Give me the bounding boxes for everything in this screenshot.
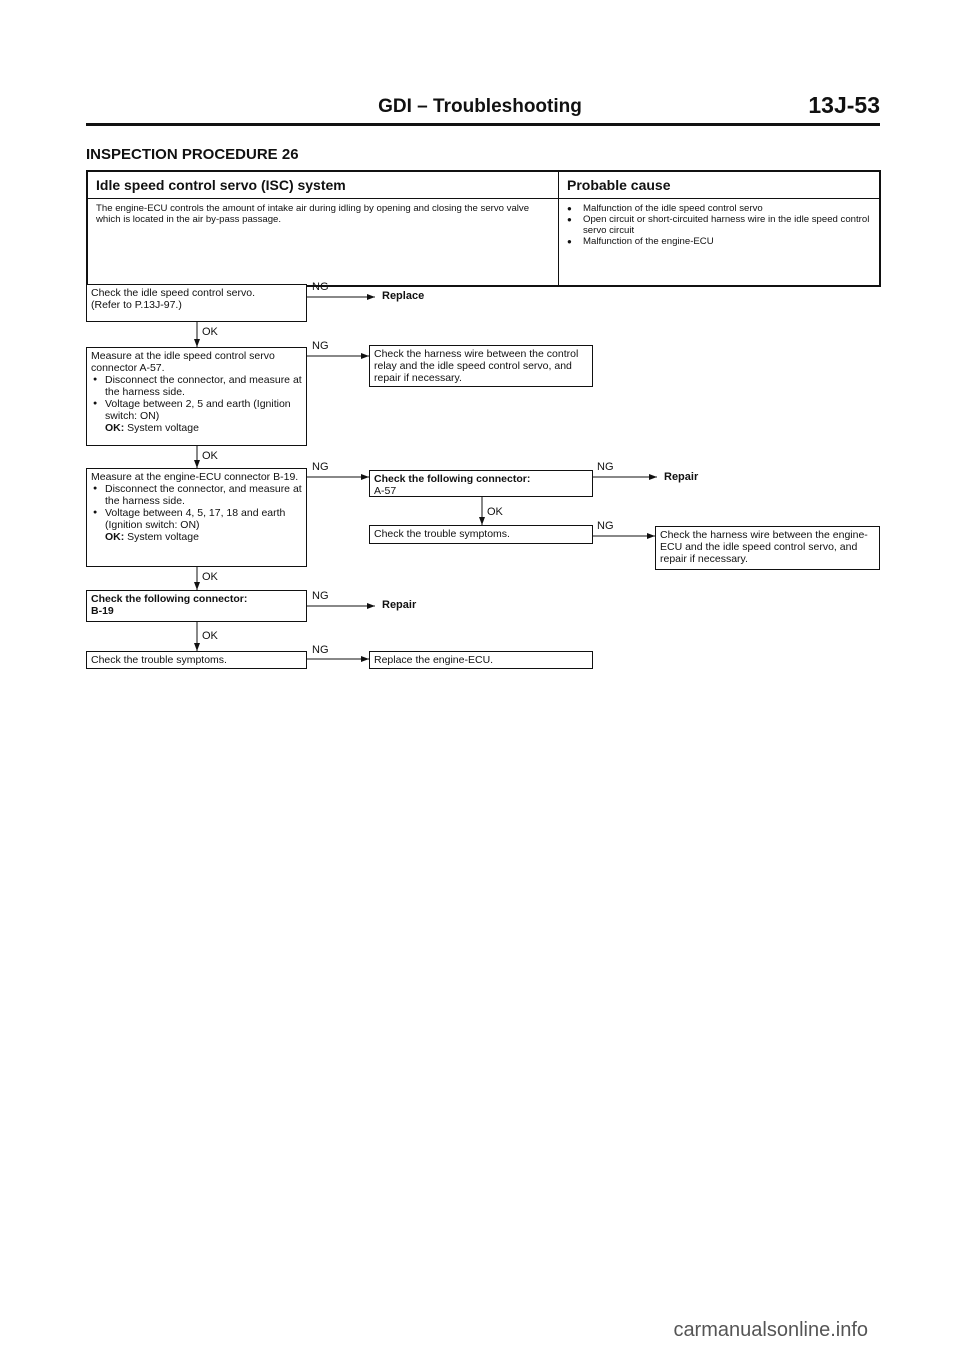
cause-table-right-header: Probable cause: [559, 171, 881, 199]
flow-box-check-isc-servo: [86, 284, 307, 322]
ok-label: OK: [202, 450, 218, 462]
cause-item: ● Malfunction of the idle speed control servo: [567, 203, 871, 214]
ok-criterion-value: System voltage: [127, 422, 199, 434]
ok-label: OK: [487, 506, 503, 518]
cause-table-left-header: Idle speed control servo (ISC) system: [87, 171, 559, 199]
ok-criterion: [91, 422, 302, 434]
box-text: Measure at the engine-ECU connector B-19.: [91, 471, 299, 483]
flow-box-measure-isc-connector: [86, 347, 307, 446]
page-header-title: GDI – Troubleshooting: [378, 96, 582, 117]
box-bullet: ● Disconnect the connector, and measure at the harness side.: [91, 483, 302, 507]
flow-box-check-harness-relay: Check the harness wire between the control relay and the idle speed control servo, and repair if necessary.: [369, 345, 593, 387]
procedure-title: INSPECTION PROCEDURE 26: [86, 146, 299, 163]
box-text: B-19: [91, 605, 114, 617]
flow-box-check-connector-b19: [86, 590, 307, 622]
box-text: Check the idle speed control servo.: [91, 287, 256, 299]
cause-item: ● Open circuit or short-circuited harness wire in the idle speed control servo circuit: [567, 214, 871, 236]
flow-box-check-harness-ecu: Check the harness wire between the engine-ECU and the idle speed control servo, and repair if necessary.: [655, 526, 880, 570]
box-bullet: ● Disconnect the connector, and measure at the harness side.: [91, 374, 302, 398]
page-number: 13J-53: [808, 92, 880, 118]
box-text: A-57: [374, 485, 397, 497]
ng-label: NG: [312, 590, 329, 602]
result-repair: Repair: [664, 471, 699, 483]
ok-label: OK: [202, 630, 218, 642]
ok-label: OK: [202, 326, 218, 338]
box-bullet: ● Voltage between 4, 5, 17, 18 and earth (Ignition switch: ON): [91, 507, 302, 531]
ng-label: NG: [597, 461, 614, 473]
cause-item: ● Malfunction of the engine-ECU: [567, 236, 871, 247]
ng-label: NG: [312, 281, 329, 293]
watermark: carmanualsonline.info: [673, 1319, 868, 1341]
ok-criterion-value: System voltage: [127, 531, 199, 543]
ok-label: OK: [202, 571, 218, 583]
ok-criterion-label: OK:: [105, 531, 125, 543]
box-text: Check the following connector:: [374, 473, 531, 485]
system-description: The engine-ECU controls the amount of intake air during idling by opening and closing the servo valve which is located in the air by-pass passage.: [87, 199, 559, 287]
flow-box-check-trouble-symptoms: Check the trouble symptoms.: [86, 651, 307, 669]
result-repair: Repair: [382, 599, 417, 611]
flow-box-check-trouble-symptoms-2: Check the trouble symptoms.: [369, 525, 593, 544]
ng-label: NG: [312, 644, 329, 656]
flow-box-check-connector-a57: [369, 470, 593, 497]
ng-label: NG: [312, 340, 329, 352]
box-text: Check the following connector:: [91, 593, 248, 605]
box-text: Measure at the idle speed control servo connector A-57.: [91, 350, 275, 374]
ok-criterion-label: OK:: [105, 422, 125, 434]
box-bullet: ● Voltage between 2, 5 and earth (Ignition switch: ON): [91, 398, 302, 422]
ng-label: NG: [312, 461, 329, 473]
ok-criterion: [91, 531, 302, 543]
box-text: (Refer to P.13J-97.): [91, 299, 182, 311]
ng-label: NG: [597, 520, 614, 532]
result-replace: Replace: [382, 290, 425, 302]
flow-box-replace-ecu: Replace the engine-ECU.: [369, 651, 593, 669]
flow-box-measure-ecu-connector: [86, 468, 307, 567]
